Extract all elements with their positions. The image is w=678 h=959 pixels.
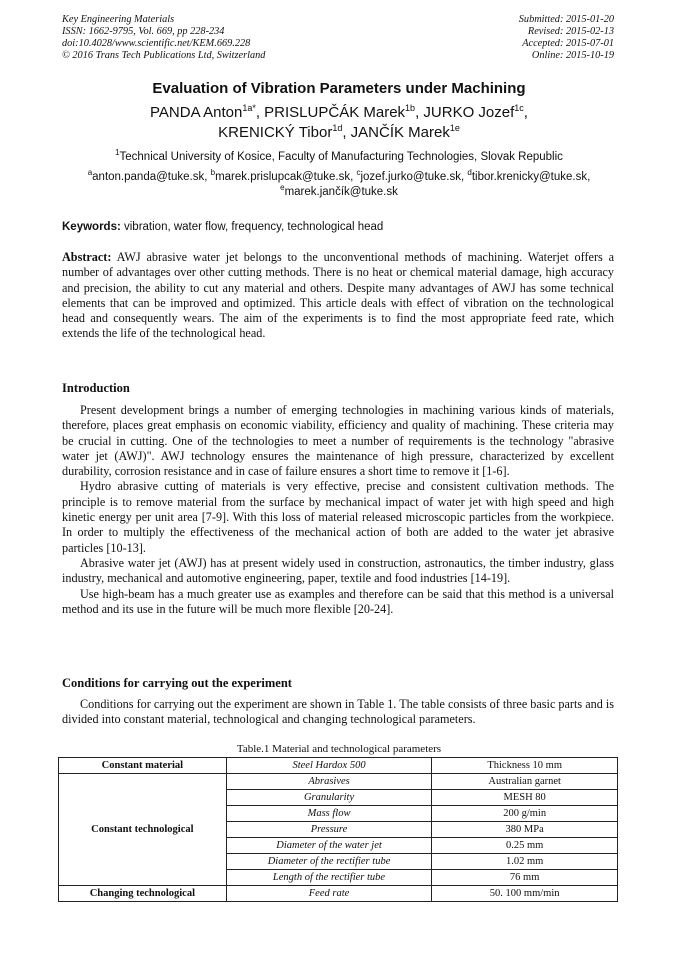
value-cell: Thickness 10 mm [432, 758, 618, 774]
publication-dates [519, 14, 614, 62]
author-name: PRISLUPČÁK Marek [264, 104, 406, 121]
issn: ISSN: 1662-9795, Vol. 669, pp 228-234 [62, 26, 225, 37]
table-row [59, 886, 618, 902]
param-cell: Granularity [226, 790, 432, 806]
author-name: KRENICKÝ Tibor [218, 124, 333, 141]
email-sup: a [87, 168, 93, 177]
keywords-text: vibration, water flow, frequency, technological head [124, 221, 384, 233]
revised-date: Revised: 2015-02-13 [527, 26, 614, 37]
email-link[interactable]: anton.panda@tuke.sk [92, 171, 205, 183]
param-cell: Diameter of the rectifier tube [226, 854, 432, 870]
param-cell: Mass flow [226, 806, 432, 822]
paragraph: Abrasive water jet (AWJ) has at present widely used in construction, astronautics, the timber industry, glass industry, mechanical and automotive engineering, paper, textile and food industries [14-19]. [62, 555, 614, 586]
parameters-table [58, 757, 618, 902]
param-cell: Length of the rectifier tube [226, 870, 432, 886]
group-label: Constant material [59, 758, 227, 774]
paper-title: Evaluation of Vibration Parameters under Machining [152, 80, 526, 97]
email-link[interactable]: marek.jančík@tuke.sk [284, 186, 398, 198]
affiliation-text: Technical University of Kosice, Faculty of Manufacturing Technologies, Slovak Republic [119, 151, 563, 163]
keywords-label: Keywords: [62, 221, 121, 233]
section-heading-introduction: Introduction [62, 381, 130, 395]
conditions-body [62, 697, 614, 728]
journal-info [62, 14, 265, 62]
author-sup: 1b [405, 103, 416, 113]
table-caption: Table.1 Material and technological parameters [236, 743, 442, 755]
value-cell: 200 g/min [432, 806, 618, 822]
param-cell: Abrasives [226, 774, 432, 790]
author-name: JANČÍK Marek [350, 124, 450, 141]
abstract-text: AWJ abrasive water jet belongs to the unconventional methods of machining. Waterjet offers a number of advantages over other cutting methods. There is no heat or chemical material damage, high accuracy and precision, the ability to cut any material and others. Despite many advantages of AWJ has some technical elements that can be improved and optimized. This article deals with effect of vibration on the technological head and consequently wears. The aim of the experiments is to find the most appropriate feed rate, which extends the life of the technological head. [62, 250, 614, 341]
author-name: PANDA Anton [150, 104, 243, 121]
copyright: © 2016 Trans Tech Publications Ltd, Switzerland [62, 50, 266, 61]
author-sup: 1c [514, 103, 524, 113]
online-date: Online: 2015-10-19 [531, 50, 614, 61]
table-row [59, 774, 618, 790]
email-sup: d [467, 168, 472, 177]
author-sup: 1e [449, 123, 460, 133]
param-cell: Steel Hardox 500 [226, 758, 432, 774]
email-list: $^a$anton.panda@tuke.sk, $^b$marek.prislupcak@tuke.sk, $^c$jozef.jurko@tuke.sk, $^d$tibor.krenicky@tuke.sk, $^e$marek.jančík@tuke.sk [87, 168, 591, 198]
journal-name: Key Engineering Materials [62, 14, 175, 25]
param-cell: Pressure [226, 822, 432, 838]
group-label: Changing technological [59, 886, 227, 902]
value-cell: 0.25 mm [432, 838, 618, 854]
introduction-body [62, 403, 614, 617]
abstract [62, 250, 614, 342]
author-sup: 1a* [242, 103, 256, 113]
author-sup: 1d [332, 123, 343, 133]
keywords [62, 221, 383, 233]
value-cell: 76 mm [432, 870, 618, 886]
table-row [59, 758, 618, 774]
email-sup: e [280, 183, 285, 192]
email-link[interactable]: jozef.jurko@tuke.sk [360, 171, 462, 183]
author-list: PANDA Anton$^{1a*}$, PRISLUPČÁK Marek$^{1b}$, JURKO Jozef$^{1c}$, KRENICKÝ Tibor$^{1d}$, JANČÍK Marek$^{1e}$ [150, 103, 528, 141]
email-link[interactable]: tibor.krenicky@tuke.sk [471, 171, 588, 183]
affiliation-sup: 1 [115, 148, 120, 157]
param-cell: Diameter of the water jet [226, 838, 432, 854]
email-sup: c [356, 168, 361, 177]
paragraph: Present development brings a number of emerging technologies in machining various kinds of materials, therefore, places great emphasis on economic viability, efficiency and quality of machining. These criteria may be crucial in cutting. One of the technologies to meet a number of requirements is the technology "abrasive water jet (AWJ)". AWJ technology ensures the maintenance of high pressure, characterized by excellent durability, corrosion resistance and in case of failure ensures a short time to remove it [1-6]. [62, 403, 614, 479]
submitted-date: Submitted: 2015-01-20 [518, 14, 614, 25]
paragraph: Use high-beam has a much greater use as examples and therefore can be said that this method is a universal method and its use in the future will be much more flexible [20-24]. [62, 586, 614, 616]
affiliation [0, 148, 678, 163]
paragraph: Conditions for carrying out the experiment are shown in Table 1. The table consists of three basic parts and is divided into constant material, technological and changing technological parameters. [62, 697, 614, 727]
value-cell: 50. 100 mm/min [432, 886, 618, 902]
email-sup: b [210, 168, 216, 177]
abstract-label: Abstract: [62, 250, 112, 264]
email-link[interactable]: marek.prislupcak@tuke.sk [215, 171, 351, 183]
author-name: JURKO Jozef [423, 104, 515, 121]
accepted-date: Accepted: 2015-07-01 [522, 38, 614, 49]
value-cell: 1.02 mm [432, 854, 618, 870]
group-label: Constant technological [59, 774, 227, 886]
value-cell: 380 MPa [432, 822, 618, 838]
section-heading-conditions: Conditions for carrying out the experiment [62, 676, 292, 690]
paragraph: Hydro abrasive cutting of materials is very effective, precise and consistent cultivation methods. The principle is to remove material from the surface by mechanical impact of water jet with high speed and high kinetic energy per unit area [7-9]. With this loss of material released microscopic particles from the workpiece. In order to multiply the effectiveness of the mechanical action of both are added to the water jet abrasive particles [10-13]. [62, 479, 614, 555]
doi: doi:10.4028/www.scientific.net/KEM.669.228 [62, 38, 251, 49]
value-cell: Australian garnet [432, 774, 618, 790]
value-cell: MESH 80 [432, 790, 618, 806]
param-cell: Feed rate [226, 886, 432, 902]
